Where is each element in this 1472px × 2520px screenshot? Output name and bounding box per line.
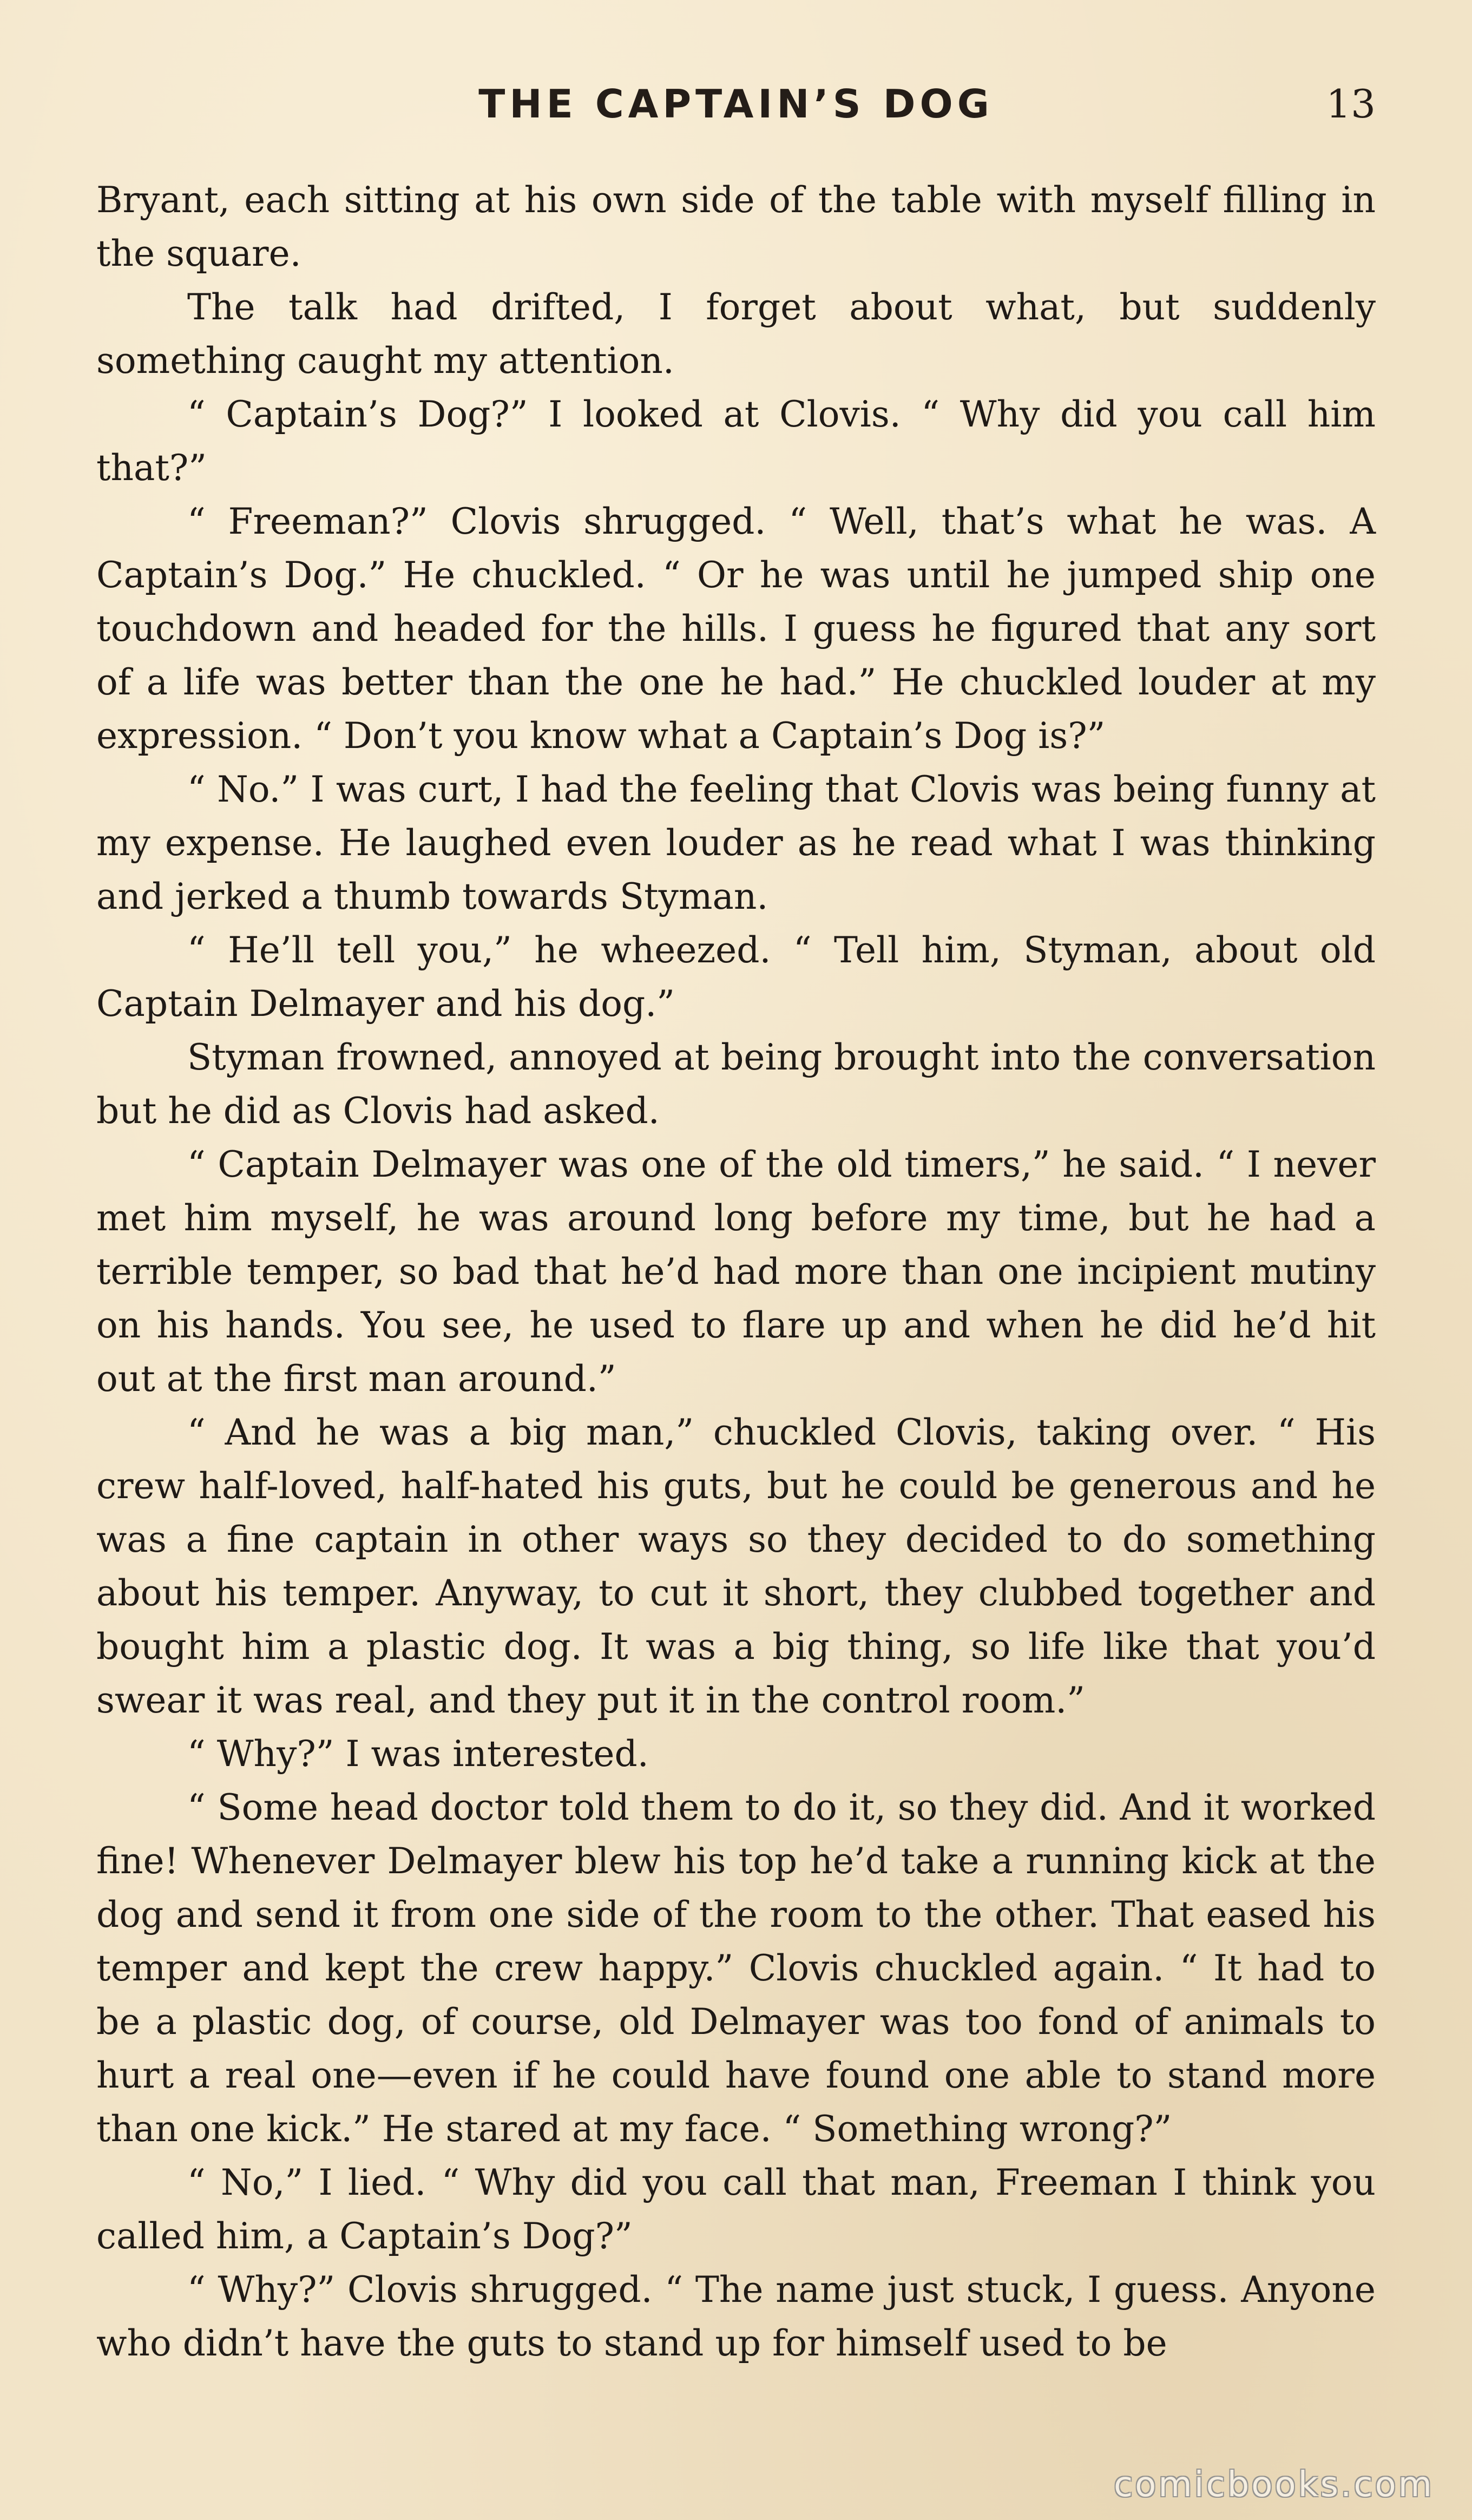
running-title: THE CAPTAIN’S DOG [478, 81, 994, 127]
body-text [96, 173, 1376, 2370]
paragraph: Bryant, each sitting at his own side of the table with myself filling in the square. [96, 179, 1376, 274]
paragraph: “ And he was a big man,” chuckled Clovis, taking over. “ His crew half-loved, half-hated his guts, but he could be generous and he was a fine captain in other ways so they decided to do something about his temper. Anyway, to cut it short, they clubbed together and bought him a plastic dog. It was a big thing, so life like that you’d swear it was real, and they put it in the control room.” [96, 1412, 1376, 1721]
paragraph: “ Why?” I was interested. [187, 1733, 649, 1775]
paragraph: “ No.” I was curt, I had the feeling that Clovis was being funny at my expense. He laughed even louder as he read what I was thinking and jerked a thumb towards Styman. [96, 769, 1376, 917]
page-header [96, 81, 1376, 141]
site-watermark: comicbooks.com [1113, 2465, 1434, 2505]
paragraph: “ Some head doctor told them to do it, so they did. And it worked fine! Whenever Delmayer blew his top he’d take a running kick at the dog and send it from one side of the room to the other. That eased his temper and kept the crew happy.” Clovis chuckled again. “ It had to be a plastic dog, of course, old Delmayer was too fond of animals to hurt a real one—even if he could have found one able to stand more than one kick.” He stared at my face. “ Something wrong?” [96, 1787, 1376, 2150]
paragraph: “ Captain Delmayer was one of the old timers,” he said. “ I never met him myself, he was around long before my time, but he had a terrible temper, so bad that he’d had more than one incipient mutiny on his hands. You see, he used to flare up and when he did he’d hit out at the first man around.” [96, 1144, 1376, 1400]
paragraph: Styman frowned, annoyed at being brought into the conversation but he did as Clovis had asked. [96, 1036, 1376, 1132]
paragraph: The talk had drifted, I forget about what, but suddenly something caught my attention. [96, 286, 1376, 382]
paragraph: “ Why?” Clovis shrugged. “ The name just stuck, I guess. Anyone who didn’t have the guts to stand up for himself used to be [96, 2269, 1376, 2364]
page-number: 13 [1326, 81, 1376, 127]
paragraph: “ Captain’s Dog?” I looked at Clovis. “ Why did you call him that?” [96, 393, 1376, 489]
paragraph: “ No,” I lied. “ Why did you call that man, Freeman I think you called him, a Captain’s Dog?” [96, 2162, 1376, 2257]
paragraph: “ He’ll tell you,” he wheezed. “ Tell him, Styman, about old Captain Delmayer and his dog.” [96, 929, 1376, 1025]
paragraph: “ Freeman?” Clovis shrugged. “ Well, that’s what he was. A Captain’s Dog.” He chuckled. “ Or he was until he jumped ship one touchdown and headed for the hills. I guess he figured that any sort of a life was better than the one he had.” He chuckled louder at my expression. “ Don’t you know what a Captain’s Dog is?” [96, 501, 1376, 757]
